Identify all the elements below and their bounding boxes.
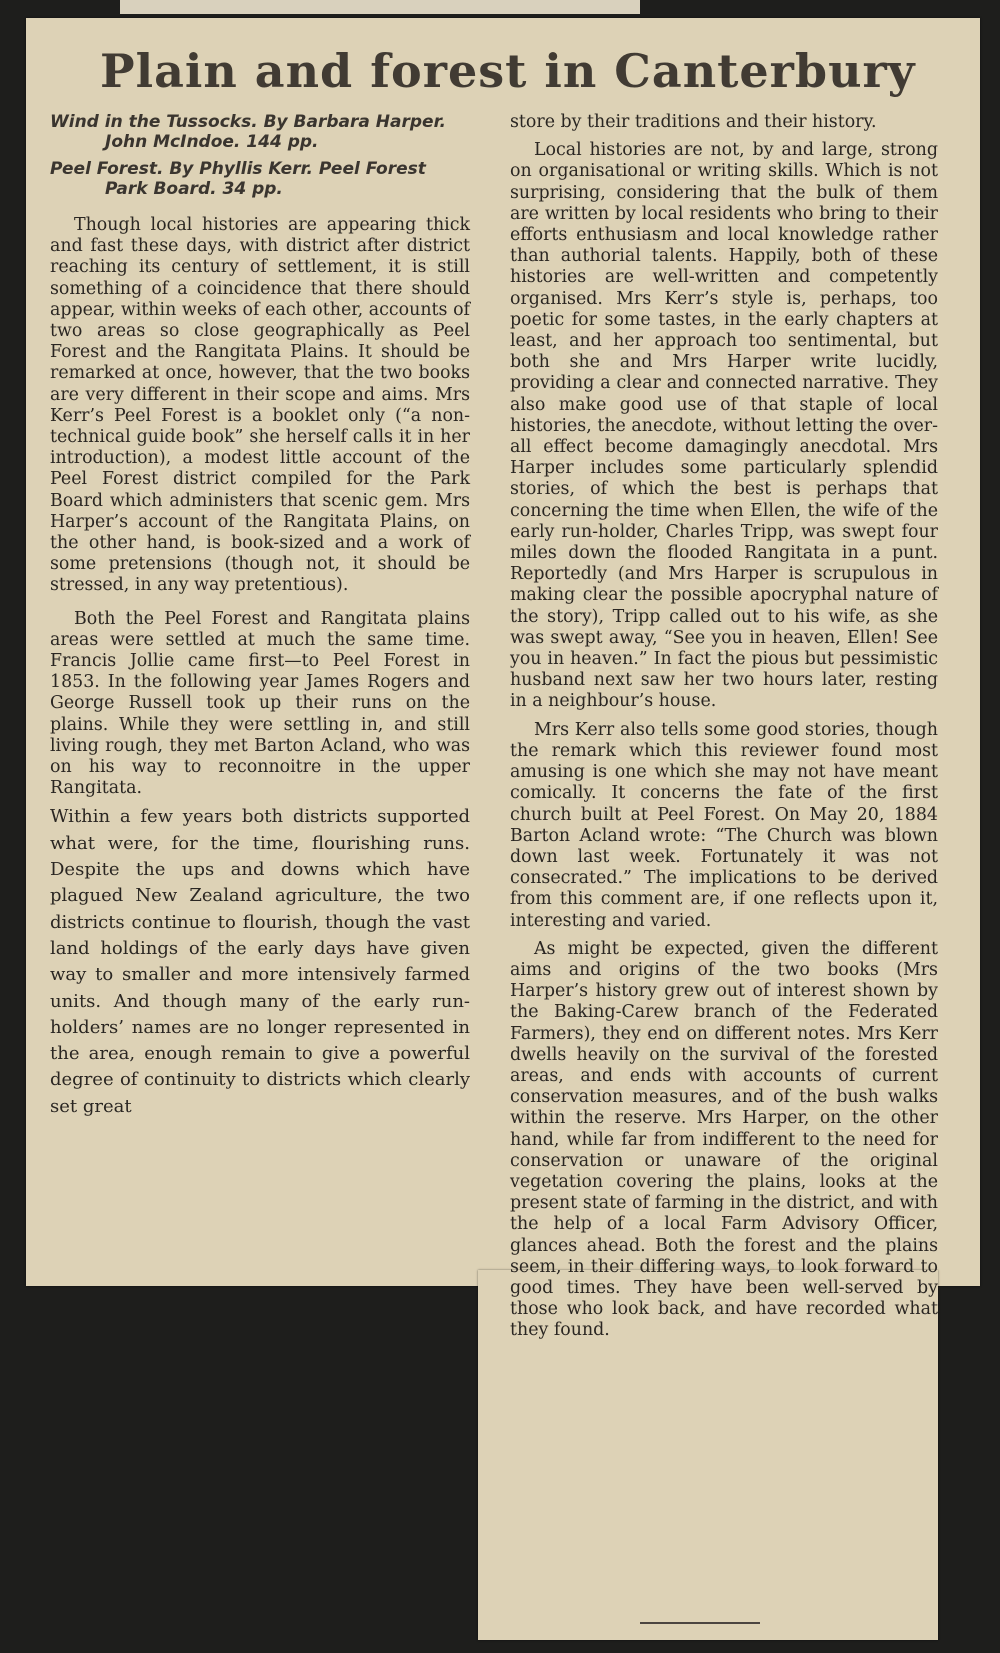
torn-paper-strip [120, 0, 640, 14]
headline: Plain and forest in Canterbury [100, 44, 916, 98]
paragraph-3-continued: store by their traditions and their history. [510, 112, 877, 132]
end-rule [640, 1622, 760, 1624]
book-entry-2: Peel Forest. By Phyllis Kerr. Peel Forest Park Board. 34 pp. [50, 159, 426, 199]
paragraph-6: As might be expected, given the different aims and origins of the two books (Mrs Harper’s history grew out of interest shown by the Baking-Carew branch of the Federated Farmers), they end on different notes. Mrs Kerr dwells heavily on the survival of the forested areas, and ends with accounts of current conservation measures, and of the bush walks within the reserve. Mrs Harper, on the other hand, while far from indifferent to the need for conservation or unaware of the original vegetation covering the plains, looks at the present state of farming in the district, and with the help of a local Farm Advisory Officer, glances ahead. Both the forest and the plains seem, in their differing ways, to look forward to good times. They have been well-served by those who look back, and have recorded what they found. [510, 938, 938, 1341]
paragraph-2: Both the Peel Forest and Rangitata plains areas were settled at much the same time. Francis Jollie came first—to Peel Forest in 1853. In the following year James Rogers and George Russell took up their runs on the plains. While they were settling in, and still living rough, they met Barton Acland, who was on his way to reconnoitre in the upper Rangitata. [50, 608, 470, 799]
paragraph-1: Though local histories are appearing thick and fast these days, with district after district reaching its century of settlement, it is still something of a coincidence that there should appear, within weeks of each other, accounts of two areas so close geographically as Peel Forest and the Rangitata Plains. It should be remarked at once, however, that the two books are very different in their scope and aims. Mrs Kerr’s Peel Forest is a booklet only (“a non-technical guide book” she herself calls it in her introduction), a modest little account of the Peel Forest district compiled for the Park Board which administers that scenic gem. Mrs Harper’s account of the Rangitata Plains, on the other hand, is book-sized and a work of some pretensions (though not, it should be stressed, in any way pretentious). [50, 215, 470, 596]
paragraph-4: Local histories are not, by and large, strong on organisational or writing skills. Which is not surprising, considering that the bulk of them are written by local residents who bring to their efforts enthusiasm and local knowledge rather than authorial talents. Happily, both of these histories are well-written and competently organised. Mrs Kerr’s style is, perhaps, too poetic for some tastes, in the early chapters at least, and her approach too sentimental, but both she and Mrs Harper write lucidly, providing a clear and connected narrative. They also make good use of that staple of local histories, the anecdote, without letting the over-all effect become damagingly anecdotal. Mrs Harper includes some particularly splendid stories, of which the best is perhaps that concerning the time when Ellen, the wife of the early run-holder, Charles Tripp, was swept four miles down the flooded Rangitata in a punt. Reportedly (and Mrs Harper is scrupulous in making clear the possible apocryphal nature of the story), Tripp called out to his wife, as she was swept away, “See you in heaven, Ellen! See you in heaven.” In fact the pious but pessimistic husband next saw her two hours later, resting in a neighbour’s house. [510, 140, 938, 712]
column-right [510, 112, 938, 1349]
paragraph-5: Mrs Kerr also tells some good stories, though the remark which this reviewer found most amusing is one which she may not have meant comically. It concerns the fate of the first church built at Peel Forest. On May 20, 1884 Barton Acland wrote: “The Church was blown down last week. Fortunately it was not consecrated.” The implications to be derived from this comment are, if one reflects upon it, interesting and varied. [510, 719, 938, 931]
book-entry-1: Wind in the Tussocks. By Barbara Harper. John McIndoe. 144 pp. [50, 112, 446, 152]
paragraph-3: Within a few years both districts supported what were, for the time, flourishing runs. Despite the ups and downs which have plagued New Zealand agriculture, the two districts continue to flourish, though the vast land holdings of the early days have given way to smaller and more intensively farmed units. And though many of the early run-holders’ names are no longer represented in the area, enough remain to give a powerful degree of continuity to districts which clearly set great [50, 806, 470, 1117]
column-left [50, 112, 470, 1120]
